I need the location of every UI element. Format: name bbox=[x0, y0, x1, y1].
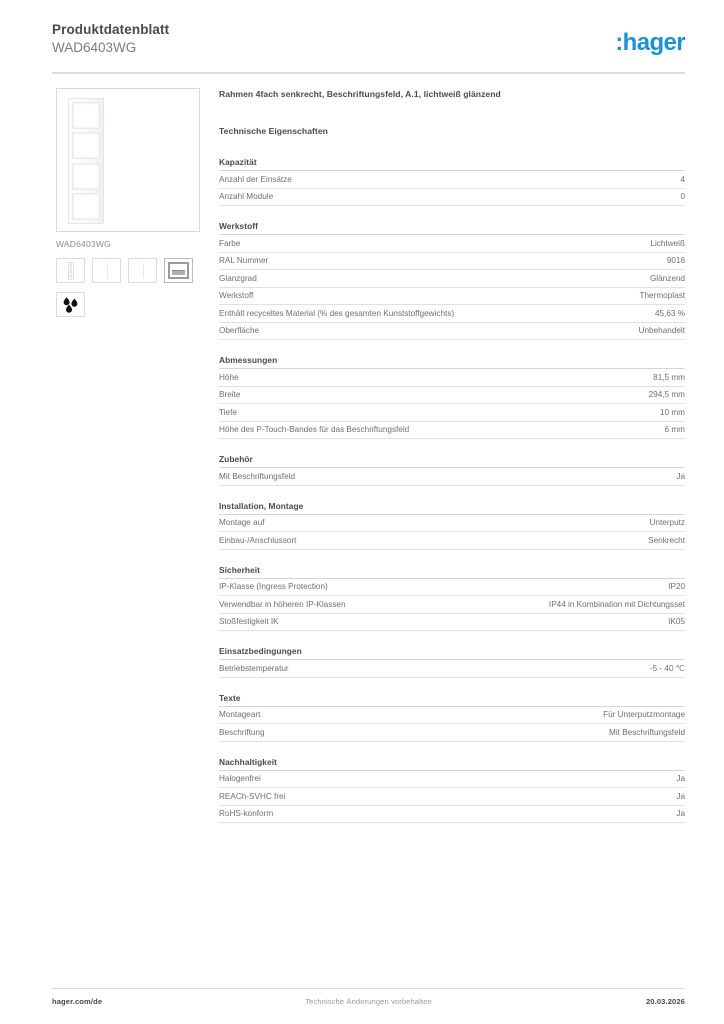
frame-window bbox=[72, 102, 100, 129]
spec-row bbox=[219, 253, 685, 271]
spec-section-title: Kapazität bbox=[219, 157, 685, 171]
spec-section bbox=[219, 646, 685, 678]
spec-row bbox=[219, 288, 685, 306]
spec-label: Halogenfrei bbox=[219, 774, 261, 783]
spec-row bbox=[219, 806, 685, 824]
spec-row bbox=[219, 369, 685, 387]
spec-row bbox=[219, 515, 685, 533]
spec-row bbox=[219, 707, 685, 725]
hager-logo: :hager bbox=[615, 29, 685, 56]
spec-row bbox=[219, 468, 685, 486]
spec-label: Verwendbar in höheren IP-Klassen bbox=[219, 599, 346, 609]
spec-section-title: Werkstoff bbox=[219, 221, 685, 235]
spec-section bbox=[219, 693, 685, 742]
spec-row bbox=[219, 323, 685, 341]
thumbnail-technical-drawing[interactable] bbox=[164, 258, 193, 283]
badge-row bbox=[56, 292, 202, 317]
spec-label: REACh-SVHC frei bbox=[219, 791, 286, 801]
spec-value: 9016 bbox=[666, 256, 685, 265]
spec-row bbox=[219, 171, 685, 189]
water-drops-icon bbox=[61, 296, 81, 314]
spec-row bbox=[219, 305, 685, 323]
thumbnail-strip bbox=[56, 258, 202, 283]
spec-value: Mit Beschriftungsfeld bbox=[609, 727, 685, 737]
thumbnail-frame-icon bbox=[68, 262, 74, 280]
technical-properties-heading: Technische Eigenschaften bbox=[219, 126, 328, 136]
spec-section-title: Nachhaltigkeit bbox=[219, 757, 685, 771]
frame-window bbox=[72, 132, 100, 159]
footer-disclaimer: Technische Änderungen vorbehalten bbox=[305, 997, 432, 1006]
thumbnail-drawing-icon bbox=[168, 262, 189, 279]
thumbnail-blank-2[interactable] bbox=[128, 258, 157, 283]
water-drops-badge bbox=[56, 292, 85, 317]
spec-value: 10 mm bbox=[659, 407, 685, 417]
footer-date: 20.03.2026 bbox=[645, 997, 685, 1006]
spec-row bbox=[219, 235, 685, 253]
spec-section bbox=[219, 355, 685, 439]
frame-illustration bbox=[68, 98, 104, 224]
spec-value: IP20 bbox=[668, 582, 685, 591]
spec-value: 4 bbox=[680, 174, 685, 184]
spec-value: Ja bbox=[676, 791, 685, 801]
product-image[interactable] bbox=[56, 88, 200, 232]
spec-value: Lichtweiß bbox=[650, 238, 685, 248]
spec-section-title: Einsatzbedingungen bbox=[219, 646, 685, 660]
spec-row bbox=[219, 387, 685, 405]
spec-section bbox=[219, 157, 685, 206]
spec-value: -5 - 40 ℃ bbox=[649, 663, 685, 673]
product-media-column bbox=[56, 88, 202, 317]
page-footer bbox=[52, 997, 685, 1011]
spec-label: Glanzgrad bbox=[219, 273, 257, 283]
spec-section bbox=[219, 757, 685, 824]
spec-row bbox=[219, 724, 685, 742]
spec-label: Tiefe bbox=[219, 407, 237, 417]
spec-sections bbox=[219, 157, 685, 823]
spec-value: IP44 in Kombination mit Dichtungsset bbox=[548, 599, 685, 609]
spec-row bbox=[219, 404, 685, 422]
spec-label: Einbau-/Anschlussort bbox=[219, 535, 297, 545]
thumbnail-drawing-bar bbox=[172, 270, 185, 275]
spec-section bbox=[219, 221, 685, 340]
spec-row bbox=[219, 596, 685, 614]
spec-section-title: Sicherheit bbox=[219, 565, 685, 579]
spec-label: Betriebstemperatur bbox=[219, 663, 289, 673]
thumbnail-frame-front[interactable] bbox=[56, 258, 85, 283]
spec-label: Stoßfestigkeit IK bbox=[219, 617, 279, 626]
page-title: Produktdatenblatt bbox=[52, 22, 170, 37]
spec-value: Glänzend bbox=[649, 273, 685, 283]
spec-row bbox=[219, 579, 685, 597]
spec-label: Breite bbox=[219, 390, 241, 399]
thumbnail-line-icon bbox=[143, 263, 144, 278]
footer-divider bbox=[52, 988, 685, 989]
spec-label: Montageart bbox=[219, 710, 261, 719]
spec-value: 294,5 mm bbox=[648, 390, 685, 399]
footer-website-link[interactable]: hager.com/de bbox=[52, 997, 103, 1006]
spec-value: 0 bbox=[680, 192, 685, 201]
spec-section-title: Installation, Montage bbox=[219, 501, 685, 515]
spec-label: Enthält recyceltes Material (% des gesamten Kunststoffgewichts) bbox=[219, 308, 455, 318]
spec-value: IK05 bbox=[668, 617, 685, 626]
spec-row bbox=[219, 771, 685, 789]
spec-section-title: Abmessungen bbox=[219, 355, 685, 369]
frame-window bbox=[72, 193, 100, 220]
product-image-caption: WAD6403WG bbox=[56, 239, 111, 249]
page-header bbox=[52, 22, 685, 70]
spec-row bbox=[219, 532, 685, 550]
spec-value: Unterputz bbox=[649, 518, 685, 527]
spec-row bbox=[219, 788, 685, 806]
spec-label: Farbe bbox=[219, 238, 241, 248]
specifications-column bbox=[219, 88, 685, 838]
spec-value: Für Unterputzmontage bbox=[603, 710, 685, 719]
spec-section-title: Zubehör bbox=[219, 454, 685, 468]
spec-label: Montage auf bbox=[219, 518, 265, 527]
title-block bbox=[52, 22, 169, 56]
spec-label: Werkstoff bbox=[219, 291, 254, 300]
header-divider bbox=[52, 72, 685, 74]
spec-section-title: Texte bbox=[219, 693, 685, 707]
spec-label: Anzahl Module bbox=[219, 192, 274, 201]
spec-label: Beschriftung bbox=[219, 727, 265, 737]
spec-label: RoHS-konform bbox=[219, 809, 274, 818]
spec-label: Mit Beschriftungsfeld bbox=[219, 471, 295, 481]
spec-row bbox=[219, 189, 685, 207]
thumbnail-line-icon bbox=[107, 263, 108, 278]
spec-value: 45,63 % bbox=[654, 308, 685, 318]
spec-value: 81,5 mm bbox=[653, 372, 685, 382]
spec-label: Höhe des P-Touch-Bandes für das Beschriftungsfeld bbox=[219, 425, 410, 434]
spec-label: Anzahl der Einsätze bbox=[219, 174, 292, 184]
spec-value: Unbehandelt bbox=[638, 326, 685, 335]
spec-row bbox=[219, 270, 685, 288]
spec-section bbox=[219, 565, 685, 632]
spec-value: Ja bbox=[676, 809, 685, 818]
spec-label: IP-Klasse (Ingress Protection) bbox=[219, 582, 328, 591]
spec-section bbox=[219, 454, 685, 486]
spec-value: Ja bbox=[676, 471, 685, 481]
spec-row bbox=[219, 422, 685, 440]
spec-section bbox=[219, 501, 685, 550]
spec-row bbox=[219, 614, 685, 632]
spec-value: Ja bbox=[676, 774, 685, 783]
spec-value: Senkrecht bbox=[648, 535, 685, 545]
spec-label: Oberfläche bbox=[219, 326, 260, 335]
spec-row bbox=[219, 660, 685, 678]
thumbnail-blank-1[interactable] bbox=[92, 258, 121, 283]
spec-value: Thermoplast bbox=[639, 291, 685, 300]
frame-window bbox=[72, 163, 100, 190]
spec-label: RAL Nummer bbox=[219, 256, 269, 265]
spec-value: 6 mm bbox=[664, 425, 685, 434]
product-code: WAD6403WG bbox=[52, 40, 137, 55]
spec-label: Höhe bbox=[219, 372, 239, 382]
product-description: Rahmen 4fach senkrecht, Beschriftungsfeld, A.1, lichtweiß glänzend bbox=[219, 89, 501, 99]
